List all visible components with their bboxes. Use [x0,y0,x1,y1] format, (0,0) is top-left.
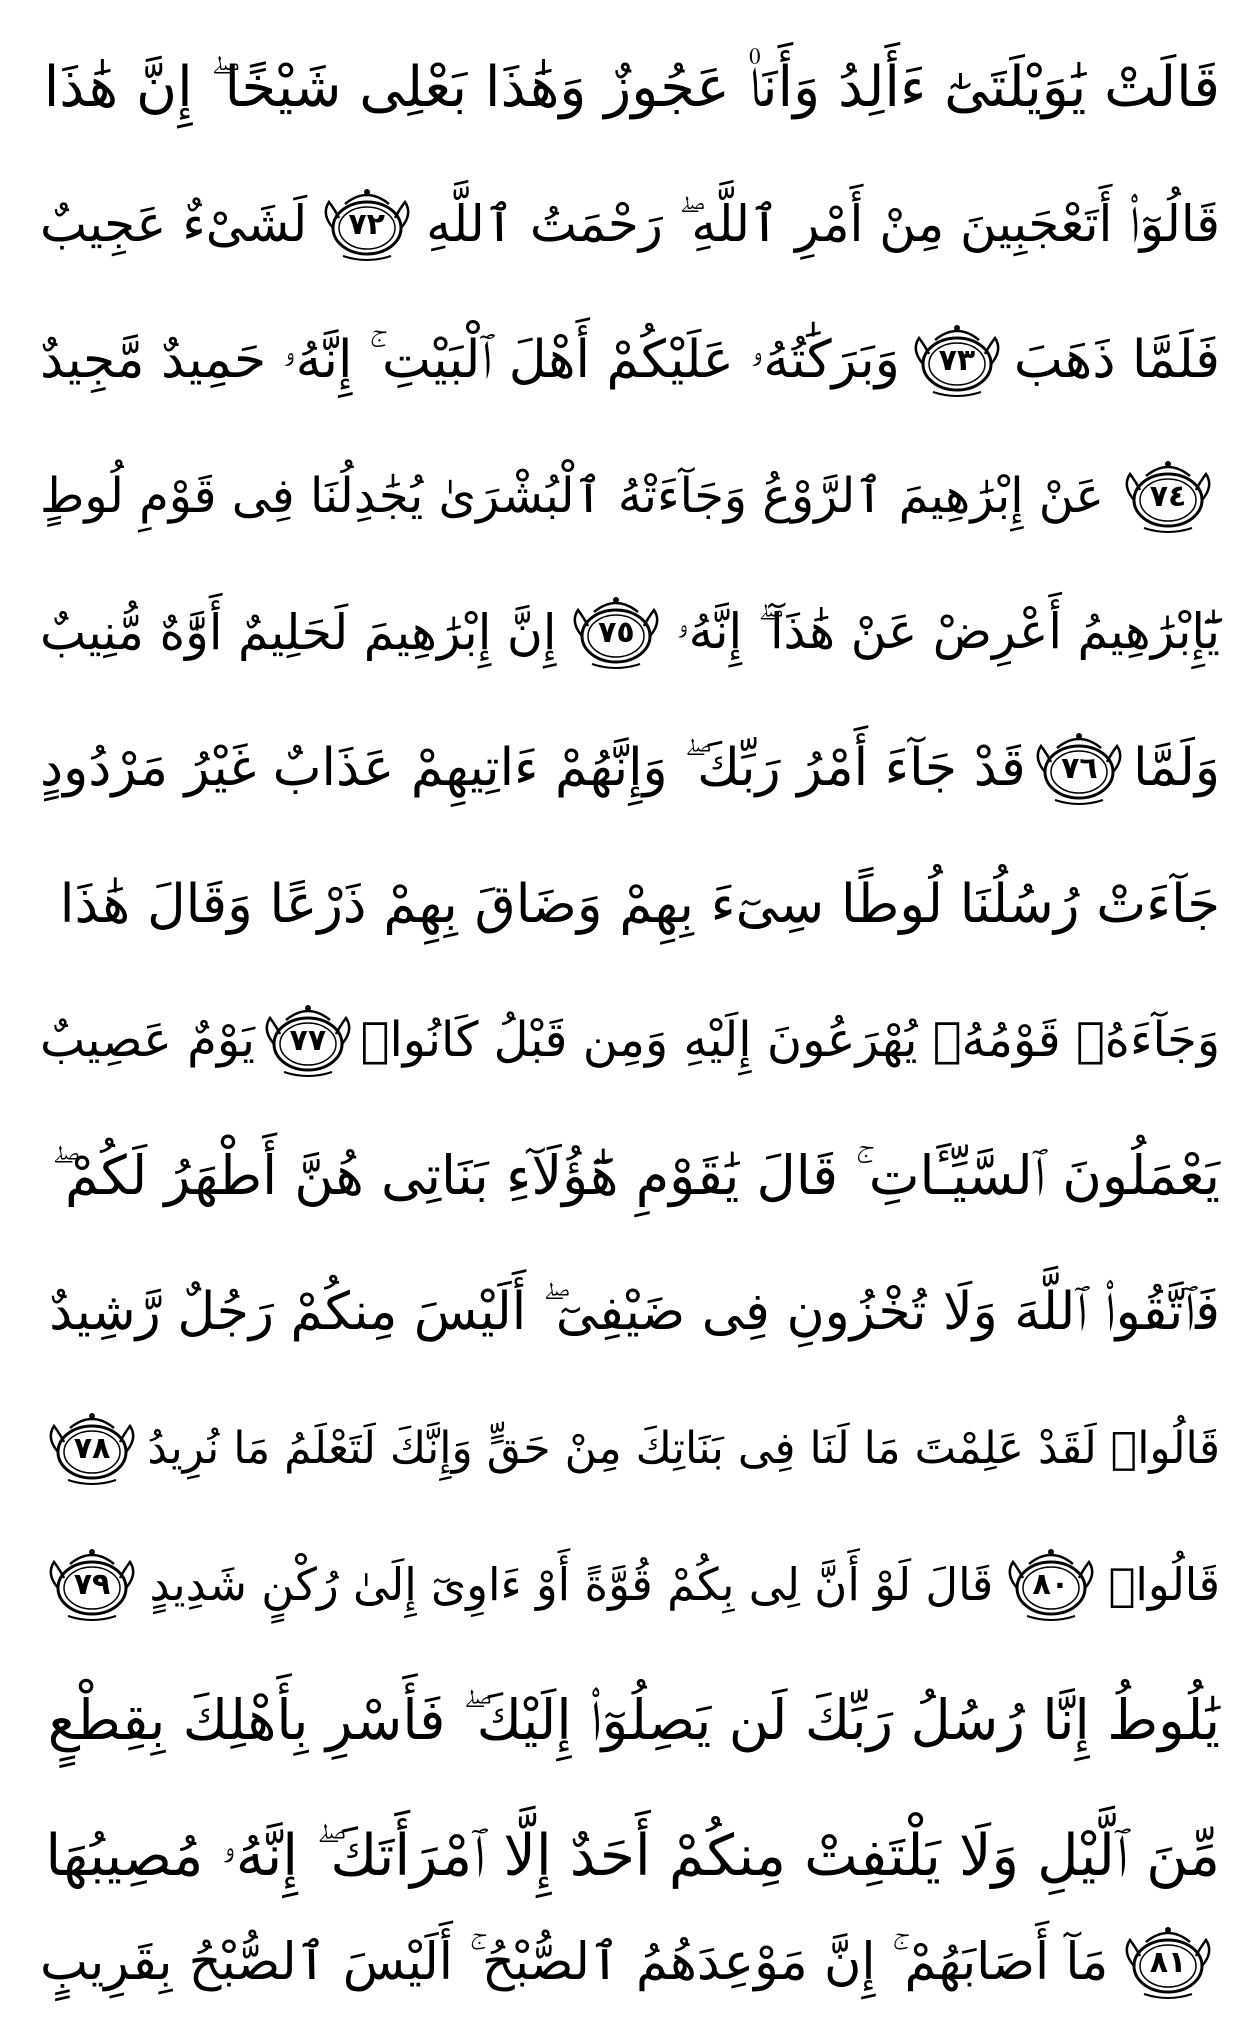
verse-line-5 [40,564,1220,700]
verse-line-2 [40,156,1220,292]
verse-line-7 [40,836,1220,972]
line-text: وَلَمَّا [1133,738,1220,798]
line-text: عَنْ إِبْرَٰهِيمَ ٱلرَّوْعُ وَجَآءَتْهُ ٱلْبُشْرَىٰ يُجَٰدِلُنَا فِى قَوْمِ لُوطٍ [40,468,1104,524]
verse-end-marker [256,1000,360,1080]
line-text: مِّنَ ٱلَّيْلِ وَلَا يَلْتَفِتْ مِنكُمْ أَحَدٌ إِلَّا ٱمْرَأَتَكَ ۖ إِنَّهُۥ مُصِيبُهَا [45,1822,1220,1889]
line-text: قَالَ لَوْ أَنَّ لِى بِكُمْ قُوَّةً أَوْ ءَاوِىٓ إِلَىٰ رُكْنٍ شَدِيدٍ [149,1557,994,1611]
verse-line-4 [40,428,1220,564]
verse-line-13 [40,1652,1220,1788]
line-text: فَلَمَّا ذَهَبَ [1013,330,1220,390]
verse-number: ٧٧ [289,1022,327,1058]
verse-number: ٧٩ [73,1566,111,1602]
verse-end-marker [999,1544,1103,1624]
verse-number: ٧٨ [73,1430,111,1466]
line-text: فَٱتَّقُوا۟ ٱللَّهَ وَلَا تُخْزُونِ فِى ضَيْفِىٓ ۖ أَلَيْسَ مِنكُمْ رَجُلٌ رَّشِيدٌ [49,1281,1220,1342]
verse-line-14 [40,1788,1220,1924]
line-text: مَآ أَصَابَهُمْ ۚ إِنَّ مَوْعِدَهُمُ ٱلصُّبْحُ ۚ أَلَيْسَ ٱلصُّبْحُ بِقَرِيبٍ [40,1932,1109,1992]
verse-line-9 [40,1108,1220,1244]
line-text: لَشَىْءٌ عَجِيبٌ [40,195,308,253]
verse-number: ٧٥ [598,614,635,650]
verse-end-marker [1116,456,1220,536]
line-text: يَوْمٌ عَصِيبٌ [40,1012,256,1068]
verse-number: ٧٢ [348,206,385,242]
line-text: قَالُوا۟ [1108,1557,1220,1611]
verse-end-marker [905,320,1009,400]
verse-number: ٧٤ [1149,478,1187,514]
verse-end-marker [1027,728,1131,808]
verse-line-3 [40,292,1220,428]
line-text: قَالُوا۟ لَقَدْ عَلِمْتَ مَا لَنَا فِى بَنَاتِكَ مِنْ حَقٍّ وَإِنَّكَ لَتَعْلَمُ مَا نُرِيدُ [147,1422,1220,1474]
line-text: جَآءَتْ رُسُلُنَا لُوطًا سِىٓءَ بِهِمْ وَضَاقَ بِهِمْ ذَرْعًا وَقَالَ هَٰذَا [59,873,1220,935]
verse-number: ٧٣ [938,342,976,378]
line-text: يَٰٓإِبْرَٰهِيمُ أَعْرِضْ عَنْ هَٰذَآ ۖ إِنَّهُۥ [676,603,1220,660]
line-text: قَدْ جَآءَ أَمْرُ رَبِّكَ ۖ وَإِنَّهُمْ ءَاتِيهِمْ عَذَابٌ غَيْرُ مَرْدُودٍ [40,737,1026,798]
verse-line-1 [40,20,1220,156]
verse-number: ٨١ [1149,1944,1187,1980]
verse-line-11 [40,1380,1220,1516]
line-text: وَبَرَكَٰتُهُۥ عَلَيْكُمْ أَهْلَ ٱلْبَيْتِ ۚ إِنَّهُۥ حَمِيدٌ مَّجِيدٌ [40,329,900,390]
verse-line-12 [40,1516,1220,1652]
verse-line-10 [40,1244,1220,1380]
line-text: قَالَتْ يَٰوَيْلَتَىٰٓ ءَأَلِدُ وَأَنَا۠ عَجُوزٌ وَهَٰذَا بَعْلِى شَيْخًا ۖ إِنَّ هَٰذَا [43,55,1220,120]
line-text: إِنَّ إِبْرَٰهِيمَ لَحَلِيمٌ أَوَّٰهٌ مُّنِيبٌ [40,603,557,661]
verse-end-marker [40,1544,144,1624]
line-text: قَالُوٓا۟ أَتَعْجَبِينَ مِنْ أَمْرِ ٱللَّهِ ۖ رَحْمَتُ ٱللَّهِ [426,194,1220,253]
line-text: وَجَآءَهُۥ قَوْمُهُۥ يُهْرَعُونَ إِلَيْهِ وَمِن قَبْلُ كَانُوا۟ [360,1012,1220,1068]
verse-line-15 [40,1906,1220,2018]
verse-number: ٨٠ [1032,1566,1070,1602]
verse-line-6 [40,700,1220,836]
mushaf-page [40,20,1220,2018]
verse-number: ٧٦ [1061,750,1098,786]
line-text: يَعْمَلُونَ ٱلسَّيِّـَٔاتِ ۚ قَالَ يَٰقَوْمِ هَٰٓؤُلَآءِ بَنَاتِى هُنَّ أَطْهَرُ لَكُمْ ۖ [51,1144,1220,1207]
verse-end-marker [1116,1922,1220,2002]
verse-end-marker [315,184,419,264]
verse-end-marker [564,592,668,672]
verse-end-marker [40,1408,144,1488]
verse-line-8 [40,972,1220,1108]
line-text: يَٰلُوطُ إِنَّا رُسُلُ رَبِّكَ لَن يَصِلُوٓا۟ إِلَيْكَ ۖ فَأَسْرِ بِأَهْلِكَ بِقِطْعٍ [47,1687,1220,1752]
